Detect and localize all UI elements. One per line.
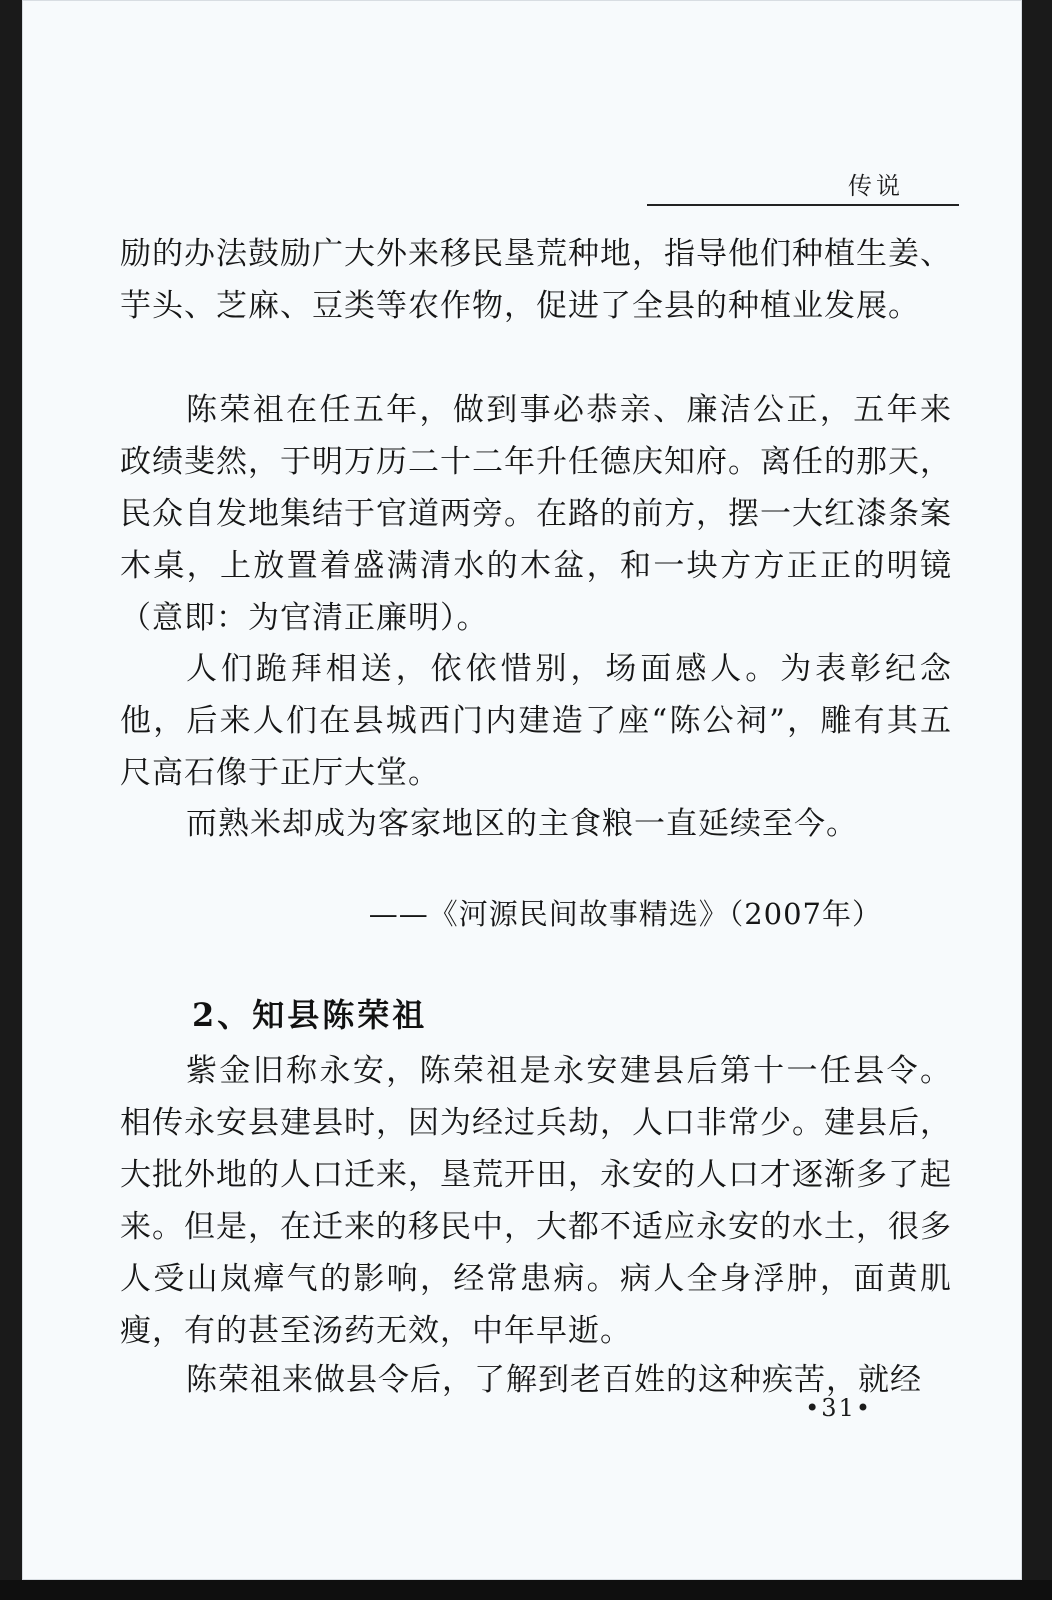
- paragraph-memorial: [120, 643, 952, 799]
- header-rule: [647, 204, 959, 206]
- paragraph-intro: [120, 1045, 952, 1357]
- section-heading: 2、知县陈荣祖: [192, 996, 428, 1034]
- scan-border: [0, 1580, 1052, 1600]
- source-citation: ——《河源民间故事精选》（2007年）: [368, 897, 882, 931]
- paragraph-text: 陈荣祖在任五年，做到事必恭亲、廉洁公正，五年来政绩斐然，于明万历二十二年升任德庆知府。离任的那天，民众自发地集结于官道两旁。在路的前方，摆一大红漆条案木桌，上放置着盛满清水的木盆，和一块方方正正的明镜（意即：为官清正廉明）。: [120, 392, 952, 636]
- paragraph-text: 紫金旧称永安，陈荣祖是永安建县后第十一任县令。相传永安县建县时，因为经过兵劫，人口非常少。建县后，大批外地的人口迁来，垦荒开田，永安的人口才逐渐多了起来。但是，在迁来的移民中，大都不适应永安的水土，很多人受山岚瘴气的影响，经常患病。病人全身浮肿，面黄肌瘦，有的甚至汤药无效，中年早逝。: [120, 1053, 952, 1349]
- paragraph-text: 而熟米却成为客家地区的主食粮一直延续至今。: [186, 806, 858, 842]
- running-header: 传说: [848, 172, 904, 200]
- paragraph-text: 人们跪拜相送，依依惜别，场面感人。为表彰纪念他，后来人们在县城西门内建造了座“陈公祠”，雕有其五尺高石像于正厅大堂。: [120, 651, 952, 791]
- paragraph-text: 励的办法鼓励广大外来移民垦荒种地，指导他们种植生姜、芋头、芝麻、豆类等农作物，促进了全县的种植业发展。: [120, 236, 952, 324]
- page-number: •31•: [805, 1394, 872, 1422]
- paragraph-continuation: [120, 228, 952, 332]
- paragraph-closing: [120, 798, 952, 850]
- paragraph-farewell: [120, 384, 952, 644]
- paragraph-text: 陈荣祖来做县令后，了解到老百姓的这种疾苦，就经: [186, 1362, 922, 1398]
- book-page: [22, 0, 1022, 1580]
